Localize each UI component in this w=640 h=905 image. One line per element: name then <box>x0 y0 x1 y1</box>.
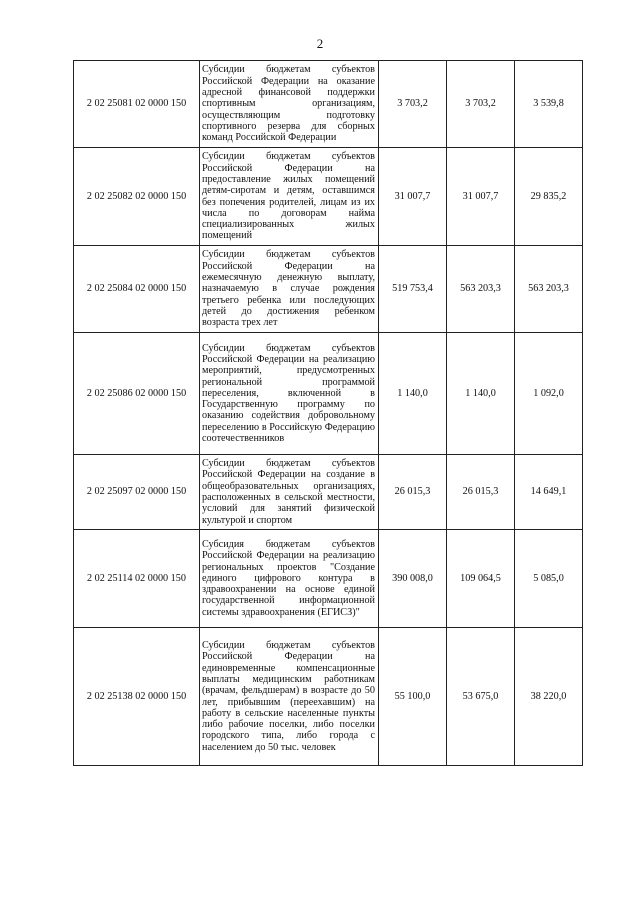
budget-code-cell: 2 02 25081 02 0000 150 <box>74 61 200 148</box>
amount-cell-2: 26 015,3 <box>447 455 515 530</box>
amount-cell-2: 1 140,0 <box>447 333 515 455</box>
table-row <box>74 628 583 766</box>
description-cell: Субсидии бюджетам субъектов Российской Федерации на единовременные компенсационные выплаты медицинским работникам (врачам, фельдшерам) в возрасте до 50 лет, прибывшим (переехавшим) на работу в сельские населенные пункты либо рабочие поселки, либо поселки городского типа, либо города с населением до 50 тыс. человек <box>200 628 379 766</box>
amount-cell-1: 1 140,0 <box>379 333 447 455</box>
amount-cell-3: 1 092,0 <box>515 333 583 455</box>
amount-cell-1: 3 703,2 <box>379 61 447 148</box>
page-number: 2 <box>316 36 324 51</box>
budget-code-cell: 2 02 25114 02 0000 150 <box>74 530 200 628</box>
amount-cell-2: 3 703,2 <box>447 61 515 148</box>
amount-cell-2: 109 064,5 <box>447 530 515 628</box>
budget-code-cell: 2 02 25084 02 0000 150 <box>74 246 200 333</box>
amount-cell-3: 14 649,1 <box>515 455 583 530</box>
amount-cell-2: 563 203,3 <box>447 246 515 333</box>
amount-cell-3: 38 220,0 <box>515 628 583 766</box>
amount-cell-1: 26 015,3 <box>379 455 447 530</box>
table-row <box>74 455 583 530</box>
amount-cell-1: 55 100,0 <box>379 628 447 766</box>
description-cell: Субсидии бюджетам субъектов Российской Федерации на предоставление жилых помещений детям-сиротам и детям, оставшимся без попечения родителей, лицам из их числа по договорам найма специализированных жилых помещений <box>200 148 379 246</box>
amount-cell-3: 3 539,8 <box>515 61 583 148</box>
budget-code-cell: 2 02 25082 02 0000 150 <box>74 148 200 246</box>
table-row <box>74 246 583 333</box>
amount-cell-3: 563 203,3 <box>515 246 583 333</box>
budget-code-cell: 2 02 25138 02 0000 150 <box>74 628 200 766</box>
budget-code-cell: 2 02 25086 02 0000 150 <box>74 333 200 455</box>
description-cell: Субсидии бюджетам субъектов Российской Федерации на ежемесячную денежную выплату, назначаемую в случае рождения третьего ребенка или последующих детей до достижения ребенком возраста трех лет <box>200 246 379 333</box>
amount-cell-2: 53 675,0 <box>447 628 515 766</box>
description-cell: Субсидии бюджетам субъектов Российской Федерации на создание в общеобразовательных организациях, расположенных в сельской местности, условий для занятий физической культурой и спортом <box>200 455 379 530</box>
table-row <box>74 148 583 246</box>
table-row <box>74 333 583 455</box>
table-row <box>74 61 583 148</box>
amount-cell-3: 5 085,0 <box>515 530 583 628</box>
amount-cell-2: 31 007,7 <box>447 148 515 246</box>
amount-cell-3: 29 835,2 <box>515 148 583 246</box>
description-cell: Субсидии бюджетам субъектов Российской Федерации на реализацию мероприятий, предусмотренных региональной программой переселения, включенной в Государственную программу по оказанию содействия добровольному переселению в Российскую Федерацию соотечественников <box>200 333 379 455</box>
amount-cell-1: 519 753,4 <box>379 246 447 333</box>
budget-table <box>73 60 583 766</box>
amount-cell-1: 31 007,7 <box>379 148 447 246</box>
description-cell: Субсидии бюджетам субъектов Российской Федерации на оказание адресной финансовой поддержки спортивным организациям, осуществляющим подготовку спортивного резерва для сборных команд Российской Федерации <box>200 61 379 148</box>
amount-cell-1: 390 008,0 <box>379 530 447 628</box>
description-cell: Субсидия бюджетам субъектов Российской Федерации на реализацию региональных проектов "Создание единого цифрового контура в здравоохранении на основе единой государственной информационной системы здравоохранения (ЕГИСЗ)" <box>200 530 379 628</box>
budget-code-cell: 2 02 25097 02 0000 150 <box>74 455 200 530</box>
table-row <box>74 530 583 628</box>
